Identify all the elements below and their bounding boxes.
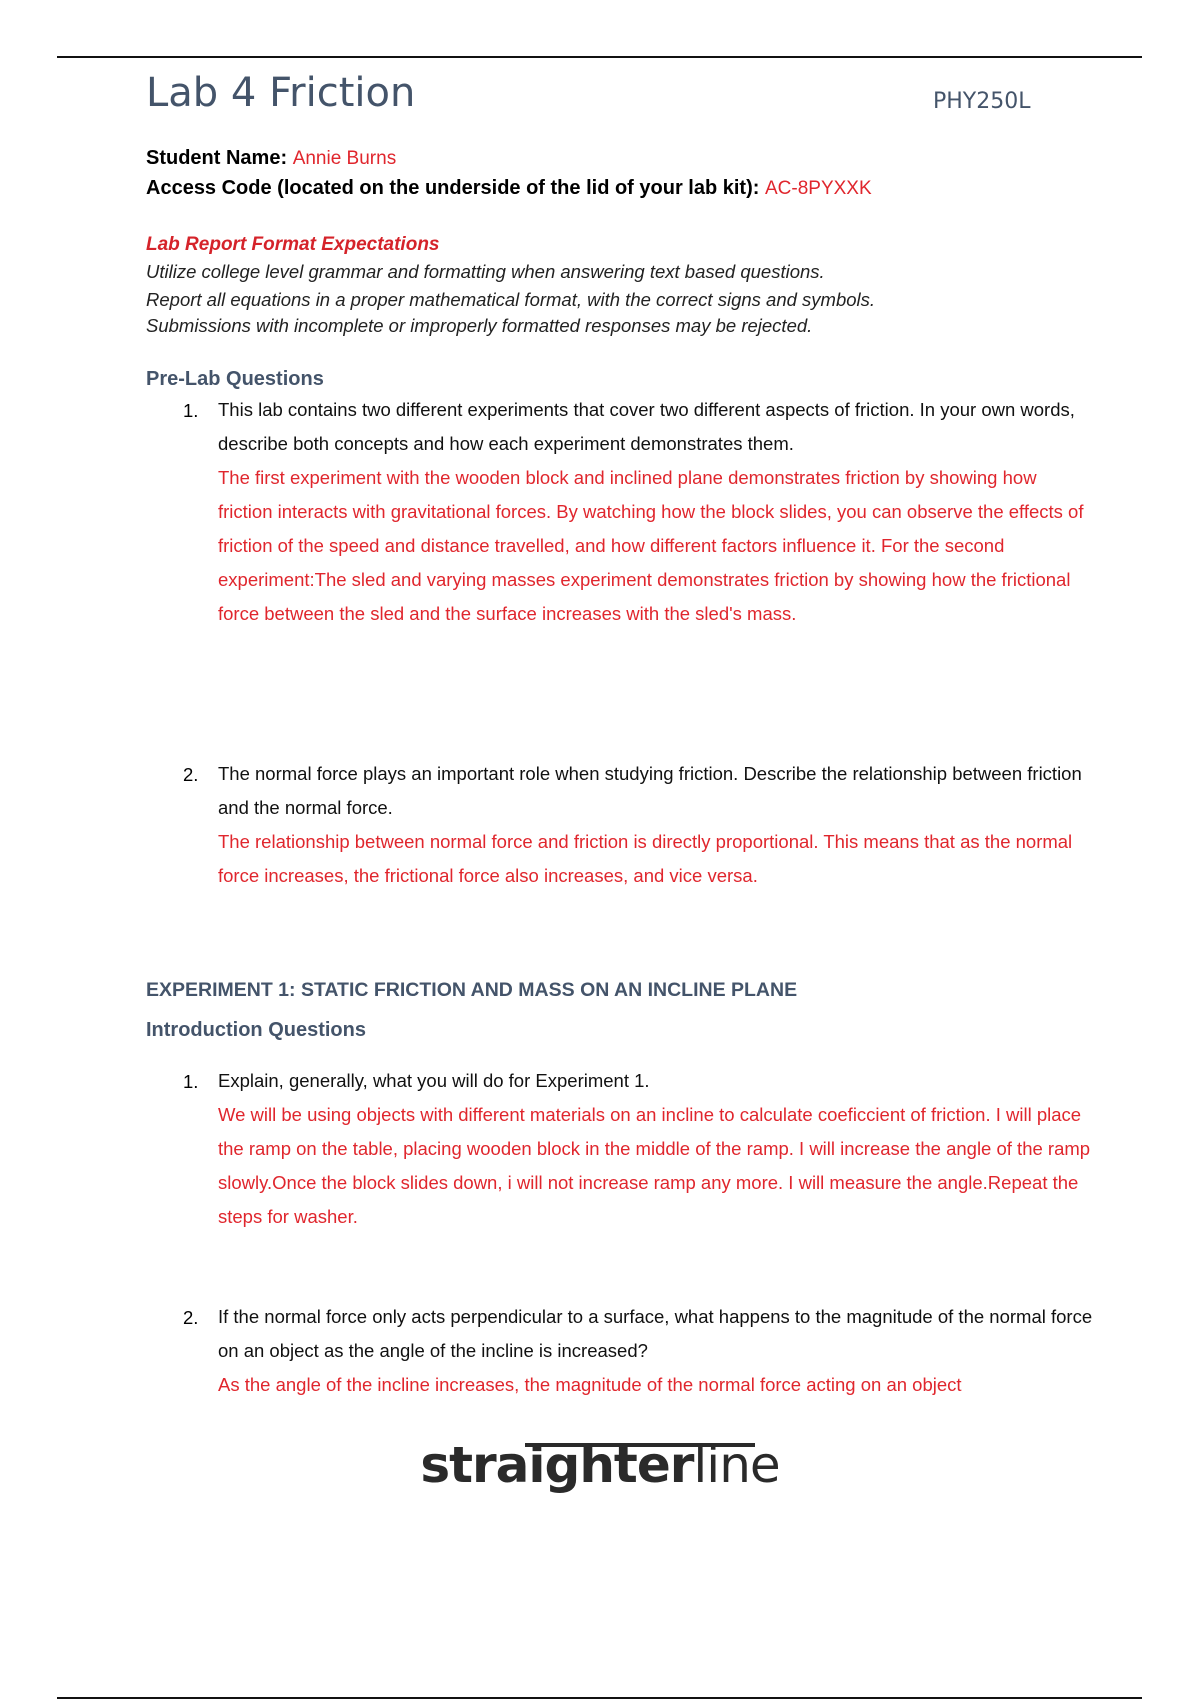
- prelab-q1-answer: The first experiment with the wooden block and inclined plane demonstrates friction by showing how friction interacts with gravitational forces. By watching how the block slides, you can observe the effects of friction of the speed and distance travelled, and how different factors influence it. For the second experiment:The sled and varying masses experiment demonstrates friction by showing how the frictional force between the sled and the surface increases with the sled's mass.: [218, 467, 1084, 624]
- straighterline-logo: [0, 1436, 1200, 1494]
- course-code: PHY250L: [933, 89, 1031, 114]
- student-name-label: Student Name:: [146, 147, 288, 169]
- prelab-q2-question: The normal force plays an important role when studying friction. Describe the relationship between friction and the normal force.: [218, 763, 1082, 818]
- expectations-heading: Lab Report Format Expectations: [146, 234, 440, 255]
- access-code-line: [146, 177, 872, 200]
- exp1-q1-number: 1.: [183, 1071, 199, 1092]
- exp1-q2-question: If the normal force only acts perpendicular to a surface, what happens to the magnitude of the normal force on an object as the angle of the incline is increased?: [218, 1306, 1093, 1361]
- top-rule: [57, 56, 1142, 58]
- logo-text-bold: straighter: [420, 1436, 694, 1494]
- access-code-value: AC-8PYXXK: [764, 178, 872, 199]
- intro-questions-heading: Introduction Questions: [146, 1019, 366, 1041]
- bottom-rule: [57, 1697, 1142, 1699]
- student-name-value: Annie Burns: [292, 148, 397, 169]
- prelab-q2-answer: The relationship between normal force and friction is directly proportional. This means that as the normal force increases, the frictional force also increases, and vice versa.: [218, 831, 1073, 886]
- expectation-line: Utilize college level grammar and formatting when answering text based questions.: [146, 261, 825, 282]
- access-code-label: Access Code (located on the underside of the lid of your lab kit):: [146, 177, 760, 199]
- prelab-q2-number: 2.: [183, 764, 199, 785]
- exp1-q1-answer: We will be using objects with different materials on an incline to calculate coeficcient of friction. I will place the ramp on the table, placing wooden block in the middle of the ramp. I will increase the angle of the ramp slowly.Once the block slides down, i will not increase ramp any more. I will measure the angle.Repeat the steps for washer.: [218, 1104, 1091, 1227]
- page-title: Lab 4 Friction: [146, 70, 416, 116]
- prelab-q1-question: This lab contains two different experiments that cover two different aspects of friction. In your own words, describe both concepts and how each experiment demonstrates them.: [218, 399, 1075, 454]
- logo-text-light: line: [693, 1436, 780, 1494]
- experiment1-heading: EXPERIMENT 1: STATIC FRICTION AND MASS ON AN INCLINE PLANE: [146, 979, 798, 1001]
- prelab-heading: Pre-Lab Questions: [146, 368, 324, 390]
- exp1-q1-question: Explain, generally, what you will do for Experiment 1.: [218, 1070, 650, 1091]
- student-name-line: [146, 147, 396, 170]
- exp1-q2-answer: As the angle of the incline increases, the magnitude of the normal force acting on an object: [218, 1374, 962, 1395]
- expectation-line: Report all equations in a proper mathematical format, with the correct signs and symbols.: [146, 289, 876, 310]
- exp1-q2-number: 2.: [183, 1307, 199, 1328]
- expectation-line: Submissions with incomplete or improperly formatted responses may be rejected.: [146, 315, 813, 336]
- prelab-q1-number: 1.: [183, 400, 199, 421]
